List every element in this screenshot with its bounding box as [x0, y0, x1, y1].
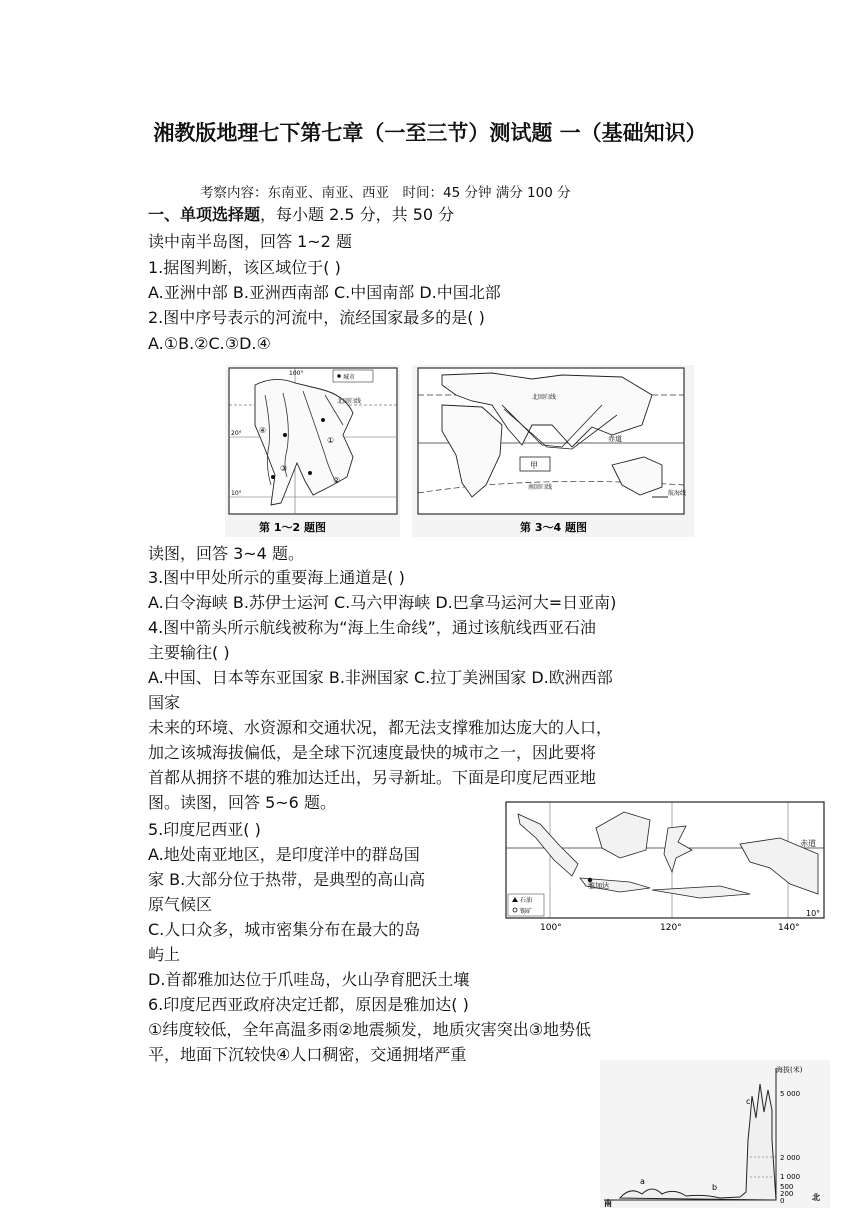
- label-lon100: 100°: [540, 923, 562, 933]
- tick-0: 0: [780, 1197, 785, 1205]
- q1-stem: 1.据图判断，该区域位于( ): [148, 258, 341, 277]
- q5-option-a-line3: 原气候区: [148, 895, 213, 914]
- q5-option-a-line1: A.地处南亚地区，是印度洋中的群岛国: [148, 845, 420, 864]
- label-b: b: [712, 1183, 718, 1192]
- label-river-1: ①: [327, 436, 335, 445]
- q3-options: A.白令海峡 B.苏伊士运河 C.马六甲海峡 D.巴拿马运河大=日亚南): [148, 593, 617, 612]
- passage-line4: 图。读图，回答 5~6 题。: [148, 793, 336, 812]
- q5-option-c-line2: 屿上: [148, 945, 181, 964]
- q1-options: A.亚洲中部 B.亚洲西南部 C.中国南部 D.中国北部: [148, 283, 501, 302]
- q4-stem-line1: 4.图中箭头所示航线被称为“海上生命线”，通过该航线西亚石油: [148, 618, 596, 637]
- q4-options-line1: A.中国、日本等东亚国家 B.非洲国家 C.拉丁美洲国家 D.欧洲西部: [148, 668, 613, 687]
- q5-option-c-line1: C.人口众多，城市密集分布在最大的岛: [148, 920, 421, 939]
- label-south: 南: [604, 1199, 612, 1208]
- section-heading: [148, 203, 454, 227]
- q5-option-a-line2: 家 B.大部分位于热带，是典型的高山高: [148, 870, 426, 889]
- legend-city: 城市: [343, 374, 356, 381]
- q4-stem-line2: 主要输往( ): [148, 643, 230, 662]
- section-note: ，每小题 2.5 分，共 50 分: [260, 205, 455, 224]
- section-title: 一、单项选择题: [148, 205, 261, 224]
- q3-stem: 3.图中甲处所示的重要海上通道是( ): [148, 568, 405, 587]
- label-c: c: [746, 1097, 751, 1106]
- label-jakarta: 雅加达: [588, 882, 609, 890]
- label-lon100: 100°: [289, 370, 304, 377]
- label-lon140: 140°: [778, 923, 800, 933]
- profile-ylabel: 海拔(米): [776, 1066, 803, 1074]
- label-tropic-s: 南回归线: [528, 484, 553, 491]
- label-lat20: 20°: [231, 430, 242, 437]
- label-lat10: 10°: [806, 909, 821, 918]
- label-tropic: 北回归线: [337, 398, 362, 405]
- q6-line2: 平，地面下沉较快④人口稠密，交通拥堵严重: [148, 1045, 467, 1064]
- q2-stem: 2.图中序号表示的河流中，流经国家最多的是( ): [148, 308, 485, 327]
- label-equator: 赤道: [608, 435, 622, 443]
- passage-line2: 加之该城海拔偏低，是全球下沉速度最快的城市之一，因此要将: [148, 743, 597, 762]
- elevation-profile-figure: [600, 1060, 830, 1208]
- label-lat10: 10°: [231, 490, 242, 497]
- label-river-2: ②: [333, 476, 341, 485]
- legend-oil: 石油: [520, 897, 533, 904]
- figure-1-2-caption: 第 1～2 题图: [259, 521, 326, 534]
- label-river-4: ④: [259, 426, 267, 435]
- label-route: 航海线: [668, 490, 687, 497]
- q6-stem: 6.印度尼西亚政府决定迁都，原因是雅加达( ): [148, 995, 469, 1014]
- exam-meta: 考察内容：东南亚、南亚、西亚 时间：45 分钟 满分 100 分: [200, 185, 571, 201]
- indochina-map: [225, 365, 400, 537]
- label-jia: 甲: [530, 461, 538, 470]
- tick-500: 500: [780, 1183, 794, 1191]
- q6-line1: ①纬度较低，全年高温多雨②地震频发，地质灾害突出③地势低: [148, 1020, 592, 1039]
- figure-3-4: [412, 365, 694, 537]
- page-title: 湘教版地理七下第七章（一至三节）测试题 一（基础知识）: [153, 121, 707, 145]
- q5-stem: 5.印度尼西亚( ): [148, 820, 261, 839]
- label-equator: 赤道: [800, 839, 816, 848]
- label-lon120: 120°: [660, 923, 682, 933]
- elevation-profile: [600, 1060, 830, 1208]
- shipping-route-map: [412, 365, 694, 537]
- q4-options-line2: 国家: [148, 693, 181, 712]
- legend-tin: 锡矿: [520, 908, 533, 915]
- passage-line1: 未来的环境、水资源和交通状况，都无法支撑雅加达庞大的人口，: [148, 718, 613, 737]
- tick-2000: 2 000: [780, 1154, 801, 1162]
- intro-3-4: 读图，回答 3~4 题。: [148, 544, 304, 563]
- label-tropic-n: 北回归线: [532, 394, 557, 401]
- label-river-3: ③: [280, 464, 288, 473]
- indonesia-map: [500, 798, 830, 938]
- figure-3-4-caption: 第 3～4 题图: [520, 521, 587, 534]
- q5-option-d: D.首都雅加达位于爪哇岛，火山孕育肥沃土壤: [148, 970, 470, 989]
- tick-5000: 5 000: [780, 1090, 801, 1098]
- tick-200: 200: [780, 1190, 794, 1198]
- intro-1-2: 读中南半岛图，回答 1~2 题: [148, 232, 352, 251]
- tick-1000: 1 000: [780, 1173, 801, 1181]
- label-a: a: [640, 1177, 645, 1186]
- indonesia-map-figure: [500, 798, 830, 938]
- q2-options: A.①B.②C.③D.④: [148, 334, 271, 353]
- passage-line3: 首都从拥挤不堪的雅加达迁出，另寻新址。下面是印度尼西亚地: [148, 768, 597, 787]
- label-north: 北: [812, 1193, 820, 1202]
- figure-1-2: [225, 365, 400, 537]
